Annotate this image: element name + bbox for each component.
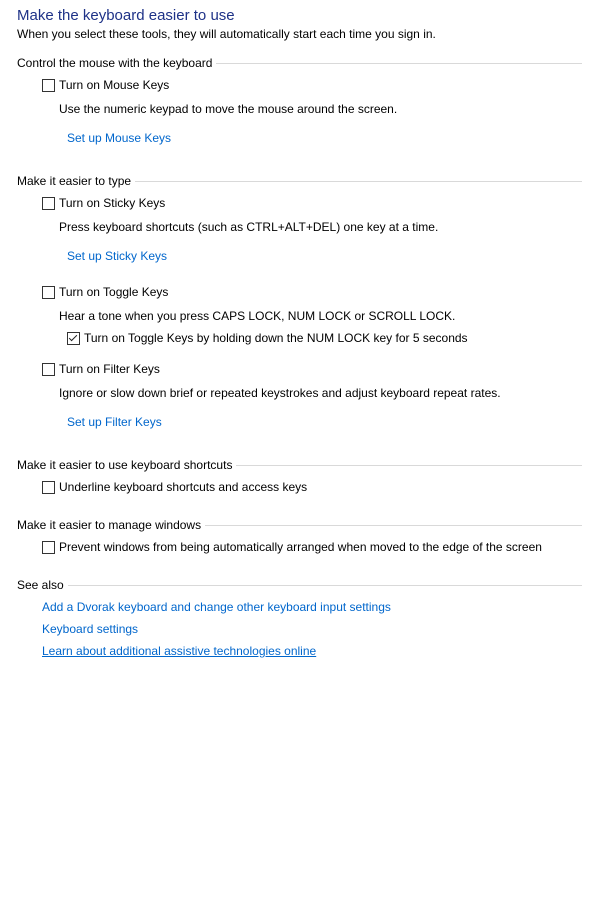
prevent-arrange-label: Prevent windows from being automatically arranged when moved to the edge of the screen xyxy=(59,540,542,554)
mouse-keys-label: Turn on Mouse Keys xyxy=(59,78,170,92)
section-typing xyxy=(17,174,582,188)
checkbox-box xyxy=(42,541,55,554)
section-see-also xyxy=(17,578,582,592)
section-shortcuts xyxy=(17,458,582,472)
underline-shortcuts-checkbox[interactable] xyxy=(42,480,307,494)
section-mouse xyxy=(17,56,582,70)
section-divider xyxy=(216,63,582,64)
toggle-keys-hold-checkbox[interactable] xyxy=(67,331,468,345)
sticky-keys-description: Press keyboard shortcuts (such as CTRL+ALT+DEL) one key at a time. xyxy=(59,220,439,234)
section-divider xyxy=(205,525,582,526)
checkbox-box xyxy=(67,332,80,345)
section-divider xyxy=(236,465,582,466)
assistive-technologies-link[interactable]: Learn about additional assistive technologies online xyxy=(42,644,317,658)
underline-shortcuts-label: Underline keyboard shortcuts and access keys xyxy=(59,480,308,494)
filter-keys-label: Turn on Filter Keys xyxy=(59,362,160,376)
checkbox-box xyxy=(42,286,55,299)
mouse-keys-checkbox[interactable] xyxy=(42,78,169,92)
prevent-arrange-checkbox[interactable] xyxy=(42,540,542,554)
toggle-keys-hold-label: Turn on Toggle Keys by holding down the NUM LOCK key for 5 seconds xyxy=(84,331,468,345)
toggle-keys-label: Turn on Toggle Keys xyxy=(59,285,169,299)
page-title: Make the keyboard easier to use xyxy=(17,7,235,24)
section-heading-windows: Make it easier to manage windows xyxy=(17,518,202,532)
checkbox-box xyxy=(42,481,55,494)
section-windows xyxy=(17,518,582,532)
toggle-keys-checkbox[interactable] xyxy=(42,285,168,299)
filter-keys-description: Ignore or slow down brief or repeated keystrokes and adjust keyboard repeat rates. xyxy=(59,386,501,400)
section-heading-mouse: Control the mouse with the keyboard xyxy=(17,56,213,70)
filter-keys-checkbox[interactable] xyxy=(42,362,160,376)
section-divider xyxy=(68,585,582,586)
section-heading-shortcuts: Make it easier to use keyboard shortcuts xyxy=(17,458,233,472)
dvorak-keyboard-link[interactable]: Add a Dvorak keyboard and change other keyboard input settings xyxy=(42,600,391,614)
sticky-keys-label: Turn on Sticky Keys xyxy=(59,196,166,210)
section-divider xyxy=(135,181,582,182)
keyboard-settings-link[interactable]: Keyboard settings xyxy=(42,622,139,636)
page-subtitle: When you select these tools, they will automatically start each time you sign in. xyxy=(17,27,436,41)
section-heading-typing: Make it easier to type xyxy=(17,174,132,188)
checkbox-box xyxy=(42,363,55,376)
toggle-keys-description: Hear a tone when you press CAPS LOCK, NUM LOCK or SCROLL LOCK. xyxy=(59,309,456,323)
setup-filter-keys-link[interactable]: Set up Filter Keys xyxy=(67,415,162,429)
mouse-keys-description: Use the numeric keypad to move the mouse around the screen. xyxy=(59,102,398,116)
section-heading-see-also: See also xyxy=(17,578,64,592)
checkbox-box xyxy=(42,79,55,92)
checkbox-box xyxy=(42,197,55,210)
sticky-keys-checkbox[interactable] xyxy=(42,196,165,210)
setup-mouse-keys-link[interactable]: Set up Mouse Keys xyxy=(67,131,172,145)
setup-sticky-keys-link[interactable]: Set up Sticky Keys xyxy=(67,249,168,263)
